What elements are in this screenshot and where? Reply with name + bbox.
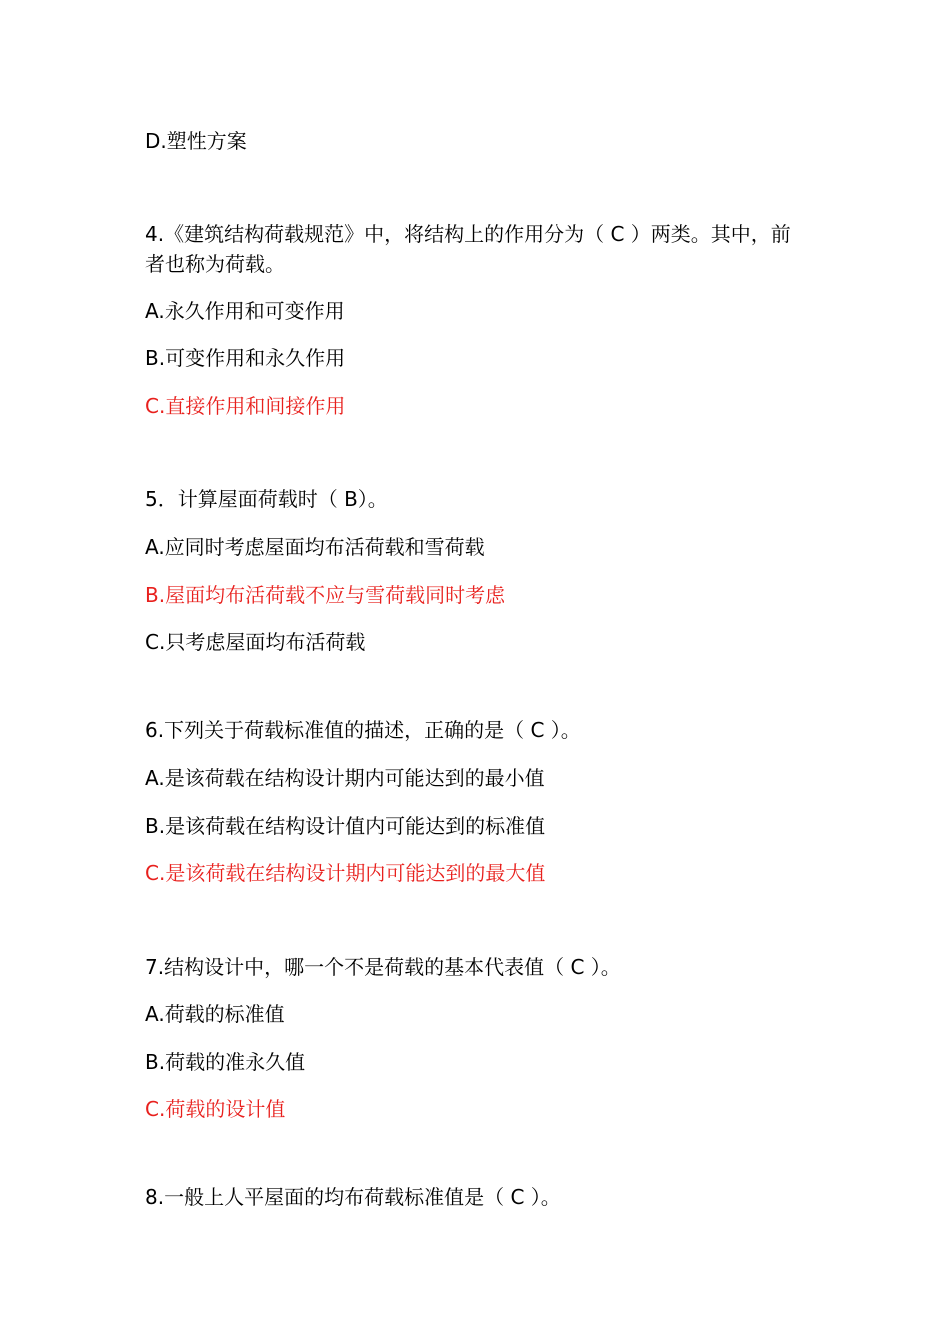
q5-stem: 5．计算屋面荷载时（ B）。 (145, 487, 388, 511)
q6-option-a: A.是该荷载在结构设计期内可能达到的最小值 (145, 766, 545, 790)
q5-option-c: C.只考虑屋面均布活荷载 (145, 630, 366, 654)
q7-stem: 7.结构设计中，哪一个不是荷载的基本代表值（ C ）。 (145, 955, 621, 979)
q6-option-b: B.是该荷载在结构设计值内可能达到的标准值 (145, 814, 546, 838)
q4-option-c-correct: C.直接作用和间接作用 (145, 394, 346, 418)
q8-stem: 8.一般上人平屋面的均布荷载标准值是（ C ）。 (145, 1185, 561, 1209)
q3-option-d: D.塑性方案 (145, 129, 247, 153)
q6-option-c-correct: C.是该荷载在结构设计期内可能达到的最大值 (145, 861, 546, 885)
q6-stem: 6.下列关于荷载标准值的描述，正确的是（ C ）。 (145, 718, 581, 742)
q5-option-a: A.应同时考虑屋面均布活荷载和雪荷载 (145, 535, 485, 559)
q4-option-a: A.永久作用和可变作用 (145, 299, 345, 323)
q7-option-b: B.荷载的准永久值 (145, 1050, 306, 1074)
q4-stem: 4.《建筑结构荷载规范》中，将结构上的作用分为（ C ）两类。其中，前者也称为荷载。 (145, 222, 791, 276)
q4-option-b: B.可变作用和永久作用 (145, 346, 346, 370)
q7-option-a: A.荷载的标准值 (145, 1002, 285, 1026)
q5-option-b-correct: B.屋面均布活荷载不应与雪荷载同时考虑 (145, 583, 506, 607)
q7-option-c-correct: C.荷载的设计值 (145, 1097, 286, 1121)
